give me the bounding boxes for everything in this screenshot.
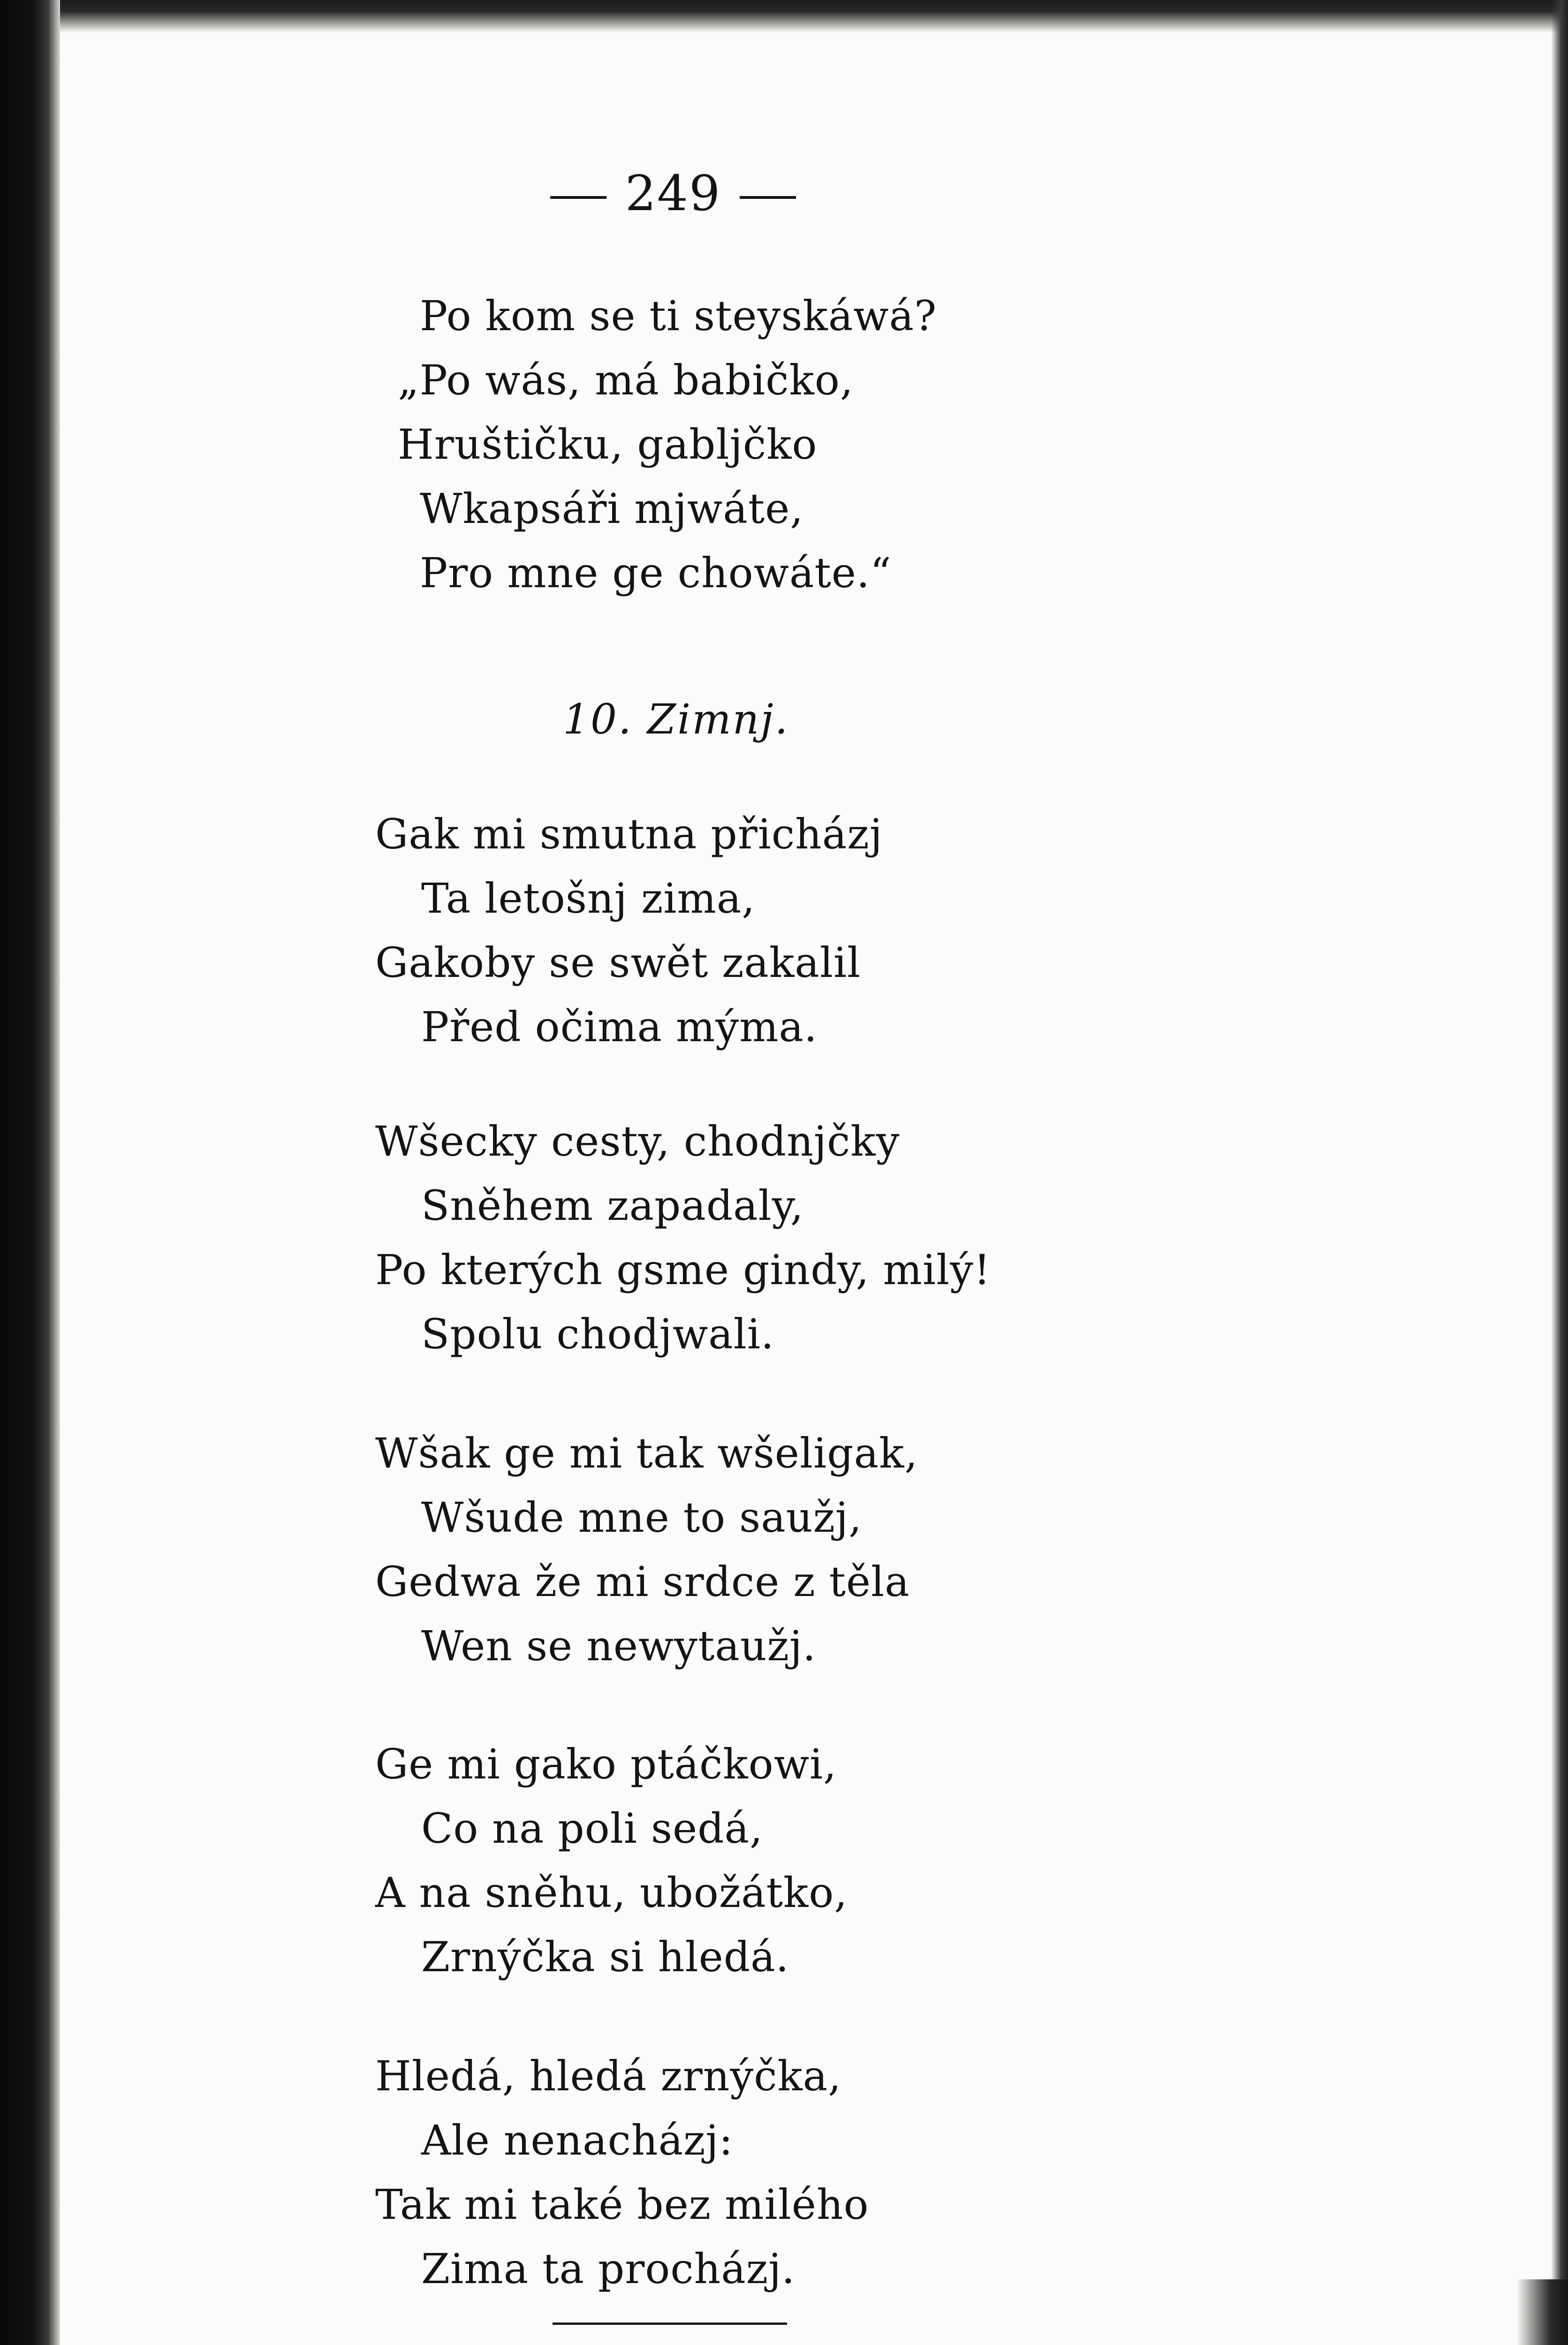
verse-line: Wšak ge mi tak wšeligak, [375, 1429, 918, 1477]
verse-line: Ale nenacházj: [421, 2116, 734, 2164]
verse-line: Sněhem zapadaly, [421, 1181, 804, 1230]
verse-line: Po kterých gsme gindy, milý! [375, 1246, 991, 1294]
verse-line: „Po wás, má babičko, [398, 356, 854, 404]
verse-line: Gedwa že mi srdce z těla [375, 1558, 910, 1606]
verse-line: Gak mi smutna přicházj [375, 810, 883, 858]
verse-line: Po kom se ti steyskáwá? [420, 292, 937, 340]
verse-line: Wšude mne to saužj, [421, 1493, 863, 1542]
verse-line: Wkapsáři mjwáte, [420, 484, 804, 533]
verse-line: Ta letošnj zima, [421, 874, 756, 923]
page-number-value: 249 [625, 165, 721, 222]
verse-line: A na sněhu, ubožátko, [375, 1868, 848, 1917]
verse-line: Zima ta procházj. [421, 2245, 795, 2293]
verse-line: Wšecky cesty, chodnjčky [375, 1117, 900, 1165]
verse-line: Zrnýčka si hledá. [421, 1933, 789, 1981]
verse-line: Pro mne ge chowáte.“ [420, 549, 892, 597]
verse-line: Tak mi také bez milého [375, 2180, 869, 2229]
verse-line: Hledá, hledá zrnýčka, [375, 2052, 842, 2100]
verse-line: Spolu chodjwali. [421, 1310, 774, 1358]
verse-line: Co na poli sedá, [421, 1804, 763, 1853]
verse-line: Wen se newytaužj. [421, 1622, 817, 1670]
end-rule [553, 2322, 787, 2325]
verse-line: Před očima mýma. [421, 1003, 818, 1051]
verse-line: Ge mi gako ptáčkowi, [375, 1740, 837, 1788]
verse-line: Gakoby se swět zakalil [375, 938, 861, 987]
poem-heading: 10. Zimnj. [563, 695, 789, 743]
verse-line: Hruštičku, gabljčko [398, 420, 818, 469]
